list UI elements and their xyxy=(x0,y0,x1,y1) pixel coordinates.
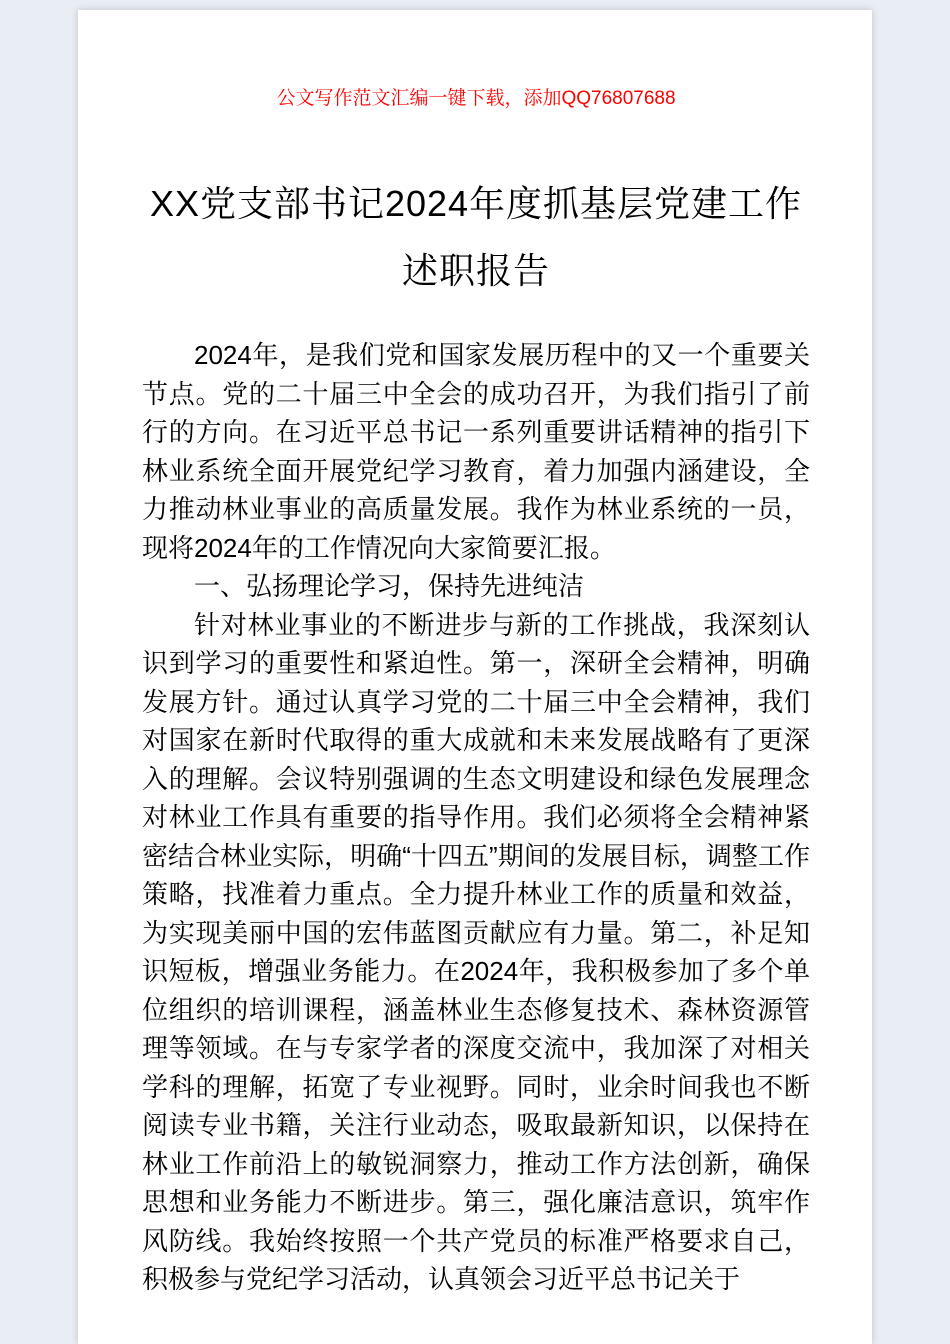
document-page xyxy=(78,10,872,1344)
document-title-line-2: 述职报告 xyxy=(401,250,550,291)
promo-banner: 公文写作范文汇编一键下载，添加QQ76807688 xyxy=(276,88,676,109)
document-title xyxy=(142,170,810,304)
section-heading: 一、弘扬理论学习，保持先进纯洁 xyxy=(194,571,585,601)
paragraph-section-body: 针对林业事业的不断进步与新的工作挑战，我深刻认识到学习的重要性和紧迫性。第一，深研全会精神，明确发展方针。通过认真学习党的二十届三中全会精神，我们对国家在新时代取得的重大成就和未来发展战略有了更深入的理解。会议特别强调的生态文明建设和绿色发展理念对林业工作具有重要的指导作用。我们必须将全会精神紧密结合林业实际，明确“十四五”期间的发展目标，调整工作策略，找准着力重点。全力提升林业工作的质量和效益，为实现美丽中国的宏伟蓝图贡献应有力量。第二，补足知识短板，增强业务能力。在2024年，我积极参加了多个单位组织的培训课程，涵盖林业生态修复技术、森林资源管理等领域。在与专家学者的深度交流中，我加深了对相关学科的理解，拓宽了专业视野。同时，业余时间我也不断阅读专业书籍，关注行业动态，吸取最新知识，以保持在林业工作前沿上的敏锐洞察力，推动工作方法创新，确保思想和业务能力不断进步。第三，强化廉洁意识，筑牢作风防线。我始终按照一个共产党员的标准严格要求自己，积极参与党纪学习活动，认真领会习近平总书记关于 xyxy=(142,609,810,1294)
document-body xyxy=(142,336,810,1299)
document-title-line-1: XX党支部书记2024年度抓基层党建工作 xyxy=(149,183,803,224)
paragraph-intro: 2024年，是我们党和国家发展历程中的又一个重要关节点。党的二十届三中全会的成功召开，为我们指引了前行的方向。在习近平总书记一系列重要讲话精神的指引下林业系统全面开展党纪学习教育，着力加强内涵建设，全力推动林业事业的高质量发展。我作为林业系统的一员，现将2024年的工作情况向大家简要汇报。 xyxy=(142,340,810,563)
